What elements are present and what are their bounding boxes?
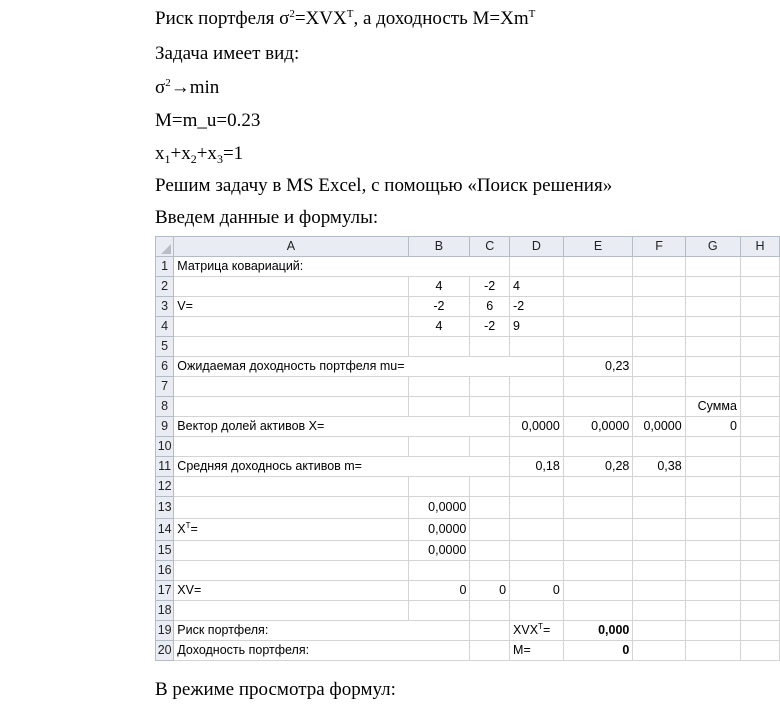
cell-a17[interactable]: XV= — [174, 581, 408, 601]
cell-c8[interactable] — [470, 397, 510, 417]
cell-c14[interactable] — [470, 519, 510, 541]
sheet-row — [156, 437, 780, 457]
cell-g10[interactable] — [685, 437, 740, 457]
cell-g14[interactable] — [685, 519, 740, 541]
cell-c19[interactable] — [470, 621, 510, 641]
sheet-row — [156, 519, 780, 541]
cell-g6[interactable] — [685, 357, 740, 377]
cell-b6[interactable] — [408, 357, 470, 377]
sheet-row — [156, 497, 780, 519]
cell-f16[interactable] — [633, 561, 685, 581]
sheet-row — [156, 601, 780, 621]
cell-g19[interactable] — [685, 621, 740, 641]
cell-d1[interactable] — [510, 257, 564, 277]
cell-a9[interactable] — [174, 417, 408, 437]
row-header[interactable]: 19 — [156, 621, 174, 641]
sheet-row — [156, 297, 780, 317]
cell-g3[interactable] — [685, 297, 740, 317]
sum-constraint-line: $x_1+x_2+x_3=1$ — [155, 143, 244, 166]
cell-a13[interactable] — [174, 497, 408, 519]
cell-g18[interactable] — [685, 601, 740, 621]
cell-g16[interactable] — [685, 561, 740, 581]
cell-d7[interactable] — [510, 377, 564, 397]
cell-c3[interactable]: 6 — [470, 297, 510, 317]
cell-e15[interactable] — [563, 541, 633, 561]
cell-g12[interactable] — [685, 477, 740, 497]
cell-b19[interactable] — [408, 621, 470, 641]
row-header[interactable]: 20 — [156, 641, 174, 661]
cell-h20[interactable] — [740, 641, 779, 661]
cell-a1[interactable] — [174, 257, 408, 277]
formula-risk-line: Риск портфеля $\sigma^2=XVX^T$, а доходность $M=Xm^T$ — [155, 8, 536, 29]
sheet-row — [156, 417, 780, 437]
row-header[interactable]: 8 — [156, 397, 174, 417]
column-header-g[interactable]: G — [685, 237, 740, 257]
cell-e2[interactable] — [563, 277, 633, 297]
cell-e4[interactable] — [563, 317, 633, 337]
sheet-row — [156, 277, 780, 297]
sheet-row — [156, 397, 780, 417]
sheet-row — [156, 457, 780, 477]
cell-b16[interactable] — [408, 561, 470, 581]
cell-h8[interactable] — [740, 397, 779, 417]
row-header[interactable]: 14 — [156, 519, 174, 541]
cell-f8[interactable] — [633, 397, 685, 417]
cell-f4[interactable] — [633, 317, 685, 337]
cell-h6[interactable] — [740, 357, 779, 377]
formula-view-line: В режиме просмотра формул: — [155, 679, 396, 700]
cell-a6[interactable] — [174, 357, 408, 377]
cell-f5[interactable] — [633, 337, 685, 357]
cell-f19[interactable] — [633, 621, 685, 641]
cell-e10[interactable] — [563, 437, 633, 457]
cell-f3[interactable] — [633, 297, 685, 317]
cell-b9[interactable] — [408, 417, 470, 437]
cell-g2[interactable] — [685, 277, 740, 297]
row-header[interactable]: 9 — [156, 417, 174, 437]
cell-text: Средняя доходнось активов m= — [177, 459, 362, 473]
cell-g20[interactable] — [685, 641, 740, 661]
cell-c2[interactable]: -2 — [470, 277, 510, 297]
cell-e13[interactable] — [563, 497, 633, 519]
objective-line: $\sigma^2\to\min$ — [155, 77, 220, 98]
row-header[interactable]: 5 — [156, 337, 174, 357]
cell-f13[interactable] — [633, 497, 685, 519]
cell-text: Ожидаемая доходность портфеля mu= — [177, 359, 405, 373]
enter-data-line: Введем данные и формулы: — [155, 207, 379, 228]
cell-g7[interactable] — [685, 377, 740, 397]
cell-f12[interactable] — [633, 477, 685, 497]
row-header[interactable]: 18 — [156, 601, 174, 621]
cell-c4[interactable]: -2 — [470, 317, 510, 337]
column-header-f[interactable]: F — [633, 237, 685, 257]
cell-a4[interactable] — [174, 317, 408, 337]
cell-d11[interactable]: 0,18 — [510, 457, 564, 477]
cell-b15[interactable]: 0,0000 — [408, 541, 470, 561]
cell-text: Доходность портфеля: — [177, 643, 310, 657]
row-header[interactable]: 10 — [156, 437, 174, 457]
cell-h18[interactable] — [740, 601, 779, 621]
cell-e20[interactable]: 0 — [563, 641, 633, 661]
cell-e1[interactable] — [563, 257, 633, 277]
spreadsheet-grid — [155, 236, 780, 661]
sheet-row — [156, 357, 780, 377]
cell-e8[interactable] — [563, 397, 633, 417]
cell-h9[interactable] — [740, 417, 779, 437]
row-header[interactable]: 1 — [156, 257, 174, 277]
cell-e19[interactable]: 0,000 — [563, 621, 633, 641]
cell-b17[interactable]: 0 — [408, 581, 470, 601]
cell-h16[interactable] — [740, 561, 779, 581]
cell-d4[interactable]: 9 — [510, 317, 564, 337]
return-constraint-line: M=m_u=0.23 — [155, 110, 261, 131]
cell-a20[interactable] — [174, 641, 408, 661]
cell-b18[interactable] — [408, 601, 470, 621]
cell-f20[interactable] — [633, 641, 685, 661]
cell-d12[interactable] — [510, 477, 564, 497]
cell-c5[interactable] — [470, 337, 510, 357]
row-header[interactable]: 17 — [156, 581, 174, 601]
cell-f7[interactable] — [633, 377, 685, 397]
cell-d9[interactable]: 0,0000 — [510, 417, 564, 437]
column-header-a[interactable]: A — [174, 237, 408, 257]
cell-h10[interactable] — [740, 437, 779, 457]
cell-a15[interactable] — [174, 541, 408, 561]
cell-b11[interactable] — [408, 457, 470, 477]
cell-h17[interactable] — [740, 581, 779, 601]
row-header[interactable]: 13 — [156, 497, 174, 519]
cell-d14[interactable] — [510, 519, 564, 541]
cell-g13[interactable] — [685, 497, 740, 519]
cell-a3[interactable]: V= — [174, 297, 408, 317]
cell-d18[interactable] — [510, 601, 564, 621]
cell-d16[interactable] — [510, 561, 564, 581]
cell-e3[interactable] — [563, 297, 633, 317]
cell-c20[interactable] — [470, 641, 510, 661]
cell-g1[interactable] — [685, 257, 740, 277]
cell-h14[interactable] — [740, 519, 779, 541]
cell-c13[interactable] — [470, 497, 510, 519]
cell-d3[interactable]: -2 — [510, 297, 564, 317]
cell-f18[interactable] — [633, 601, 685, 621]
cell-a10[interactable] — [174, 437, 408, 457]
cell-c16[interactable] — [470, 561, 510, 581]
cell-f17[interactable] — [633, 581, 685, 601]
cell-text: Риск портфеля: — [177, 623, 269, 637]
cell-a14[interactable]: $X^T=$ — [174, 519, 408, 541]
cell-a11[interactable] — [174, 457, 408, 477]
cell-c1[interactable] — [470, 257, 510, 277]
cell-a18[interactable] — [174, 601, 408, 621]
cell-d10[interactable] — [510, 437, 564, 457]
cell-c6[interactable] — [470, 357, 510, 377]
cell-a8[interactable] — [174, 397, 408, 417]
cell-f1[interactable] — [633, 257, 685, 277]
cell-h5[interactable] — [740, 337, 779, 357]
row-header[interactable]: 2 — [156, 277, 174, 297]
cell-e11[interactable]: 0,28 — [563, 457, 633, 477]
cell-a5[interactable] — [174, 337, 408, 357]
row-header[interactable]: 12 — [156, 477, 174, 497]
cell-f10[interactable] — [633, 437, 685, 457]
cell-g4[interactable] — [685, 317, 740, 337]
cell-d2[interactable]: 4 — [510, 277, 564, 297]
sheet-row — [156, 541, 780, 561]
cell-e18[interactable] — [563, 601, 633, 621]
sheet-row — [156, 641, 780, 661]
cell-a16[interactable] — [174, 561, 408, 581]
cell-text: Матрица ковариаций: — [177, 259, 304, 273]
sheet-row — [156, 561, 780, 581]
cell-c17[interactable]: 0 — [470, 581, 510, 601]
cell-f14[interactable] — [633, 519, 685, 541]
cell-c12[interactable] — [470, 477, 510, 497]
cell-d20[interactable]: M= — [510, 641, 564, 661]
row-header[interactable]: 11 — [156, 457, 174, 477]
cell-d15[interactable] — [510, 541, 564, 561]
cell-d19[interactable]: $XVX^T=$ — [510, 621, 564, 641]
cell-h1[interactable] — [740, 257, 779, 277]
sheet-row — [156, 581, 780, 601]
cell-e6[interactable]: 0,23 — [563, 357, 633, 377]
cell-g11[interactable] — [685, 457, 740, 477]
sheet-row — [156, 377, 780, 397]
cell-text: Вектор долей активов X= — [177, 419, 325, 433]
cell-b20[interactable] — [408, 641, 470, 661]
sheet-row — [156, 337, 780, 357]
cell-f9[interactable]: 0,0000 — [633, 417, 685, 437]
cell-h19[interactable] — [740, 621, 779, 641]
cell-h2[interactable] — [740, 277, 779, 297]
column-header-e[interactable]: E — [563, 237, 633, 257]
cell-h11[interactable] — [740, 457, 779, 477]
cell-b5[interactable] — [408, 337, 470, 357]
cell-f11[interactable]: 0,38 — [633, 457, 685, 477]
cell-c15[interactable] — [470, 541, 510, 561]
column-header-c[interactable]: C — [470, 237, 510, 257]
row-header[interactable]: 16 — [156, 561, 174, 581]
cell-b12[interactable] — [408, 477, 470, 497]
cell-d8[interactable] — [510, 397, 564, 417]
select-all-corner[interactable] — [156, 237, 174, 257]
cell-h7[interactable] — [740, 377, 779, 397]
cell-e12[interactable] — [563, 477, 633, 497]
cell-f6[interactable] — [633, 357, 685, 377]
cell-c18[interactable] — [470, 601, 510, 621]
cell-d13[interactable] — [510, 497, 564, 519]
cell-g9[interactable]: 0 — [685, 417, 740, 437]
cell-a2[interactable] — [174, 277, 408, 297]
column-header-b[interactable]: B — [408, 237, 470, 257]
cell-b3[interactable]: -2 — [408, 297, 470, 317]
cell-g15[interactable] — [685, 541, 740, 561]
cell-b1[interactable] — [408, 257, 470, 277]
cell-a12[interactable] — [174, 477, 408, 497]
cell-b2[interactable]: 4 — [408, 277, 470, 297]
cell-f15[interactable] — [633, 541, 685, 561]
cell-b10[interactable] — [408, 437, 470, 457]
cell-h3[interactable] — [740, 297, 779, 317]
cell-e16[interactable] — [563, 561, 633, 581]
cell-c10[interactable] — [470, 437, 510, 457]
cell-h13[interactable] — [740, 497, 779, 519]
row-header[interactable]: 7 — [156, 377, 174, 397]
cell-c7[interactable] — [470, 377, 510, 397]
cell-c11[interactable] — [470, 457, 510, 477]
row-header[interactable]: 6 — [156, 357, 174, 377]
sheet-row — [156, 621, 780, 641]
cell-g8[interactable]: Сумма — [685, 397, 740, 417]
cell-b14[interactable]: 0,0000 — [408, 519, 470, 541]
row-header[interactable]: 15 — [156, 541, 174, 561]
column-header-d[interactable]: D — [510, 237, 564, 257]
cell-e9[interactable]: 0,0000 — [563, 417, 633, 437]
sheet-row — [156, 317, 780, 337]
cell-a7[interactable] — [174, 377, 408, 397]
cell-e17[interactable] — [563, 581, 633, 601]
cell-d6[interactable] — [510, 357, 564, 377]
cell-f2[interactable] — [633, 277, 685, 297]
column-header-h[interactable]: H — [740, 237, 779, 257]
sheet-row — [156, 477, 780, 497]
cell-b8[interactable] — [408, 397, 470, 417]
row-header[interactable]: 3 — [156, 297, 174, 317]
cell-e7[interactable] — [563, 377, 633, 397]
cell-h4[interactable] — [740, 317, 779, 337]
cell-c9[interactable] — [470, 417, 510, 437]
sheet-row — [156, 257, 780, 277]
cell-d5[interactable] — [510, 337, 564, 357]
cell-b4[interactable]: 4 — [408, 317, 470, 337]
cell-a19[interactable] — [174, 621, 408, 641]
cell-e14[interactable] — [563, 519, 633, 541]
cell-h15[interactable] — [740, 541, 779, 561]
cell-g5[interactable] — [685, 337, 740, 357]
row-header[interactable]: 4 — [156, 317, 174, 337]
cell-h12[interactable] — [740, 477, 779, 497]
task-heading: Задача имеет вид: — [155, 43, 300, 64]
cell-g17[interactable] — [685, 581, 740, 601]
cell-b13[interactable]: 0,0000 — [408, 497, 470, 519]
column-header-row — [156, 237, 780, 257]
solve-method-line: Решим задачу в MS Excel, с помощью «Поиск решения» — [155, 175, 613, 196]
cell-d17[interactable]: 0 — [510, 581, 564, 601]
cell-b7[interactable] — [408, 377, 470, 397]
cell-e5[interactable] — [563, 337, 633, 357]
